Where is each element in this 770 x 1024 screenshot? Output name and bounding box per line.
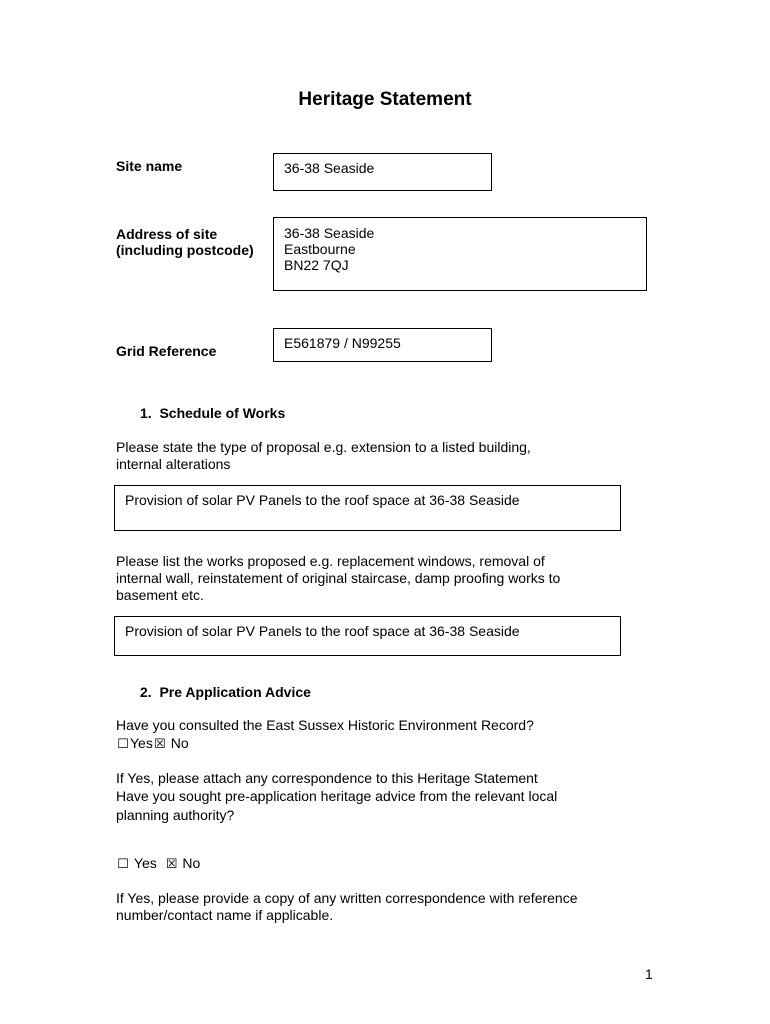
prompt-2-line-2: internal wall, reinstatement of original staircase, damp proofing works to [116, 570, 561, 586]
pre-app-yes-label: Yes [133, 855, 157, 871]
address-line-2: Eastbourne [284, 241, 356, 257]
section-1-prompt-1 [116, 439, 531, 473]
address-label-line2: (including postcode) [116, 242, 254, 258]
her-note: If Yes, please attach any correspondence to this Heritage Statement [116, 770, 538, 786]
section-2-title: Pre Application Advice [159, 684, 311, 700]
section-1-heading [140, 405, 285, 421]
prompt-1-line-1: Please state the type of proposal e.g. extension to a listed building, [116, 439, 531, 455]
pre-app-yes-checkbox-icon[interactable]: ☐ [117, 857, 129, 872]
grid-reference-value: E561879 / N99255 [284, 335, 401, 351]
pre-app-no-checkbox-icon[interactable]: ☒ [165, 857, 178, 872]
pre-app-question-line-1: Have you sought pre-application heritage advice from the relevant local [116, 788, 558, 804]
prompt-1-line-2: internal alterations [116, 456, 231, 472]
address-line-3: BN22 7QJ [284, 257, 349, 273]
pre-app-note-line-2: number/contact name if applicable. [116, 907, 334, 923]
address-field[interactable] [273, 217, 647, 291]
her-no-checkbox-icon[interactable]: ☒ [154, 737, 166, 752]
prompt-2-line-1: Please list the works proposed e.g. replacement windows, removal of [116, 553, 545, 569]
her-yes-label: Yes [130, 735, 153, 751]
grid-reference-field[interactable] [273, 328, 492, 362]
address-line-1: 36-38 Seaside [284, 225, 375, 241]
address-label-line1: Address of site [116, 226, 218, 242]
pre-app-note [116, 890, 578, 924]
section-1-prompt-2 [116, 553, 560, 604]
site-name-label: Site name [116, 158, 183, 174]
proposal-type-value: Provision of solar PV Panels to the roof space at 36-38 Seaside [125, 492, 520, 508]
her-yes-checkbox-icon[interactable]: ☐ [117, 737, 129, 752]
pre-app-question [116, 787, 557, 825]
site-name-value: 36-38 Seaside [284, 160, 375, 176]
proposal-type-field[interactable] [114, 485, 621, 531]
prompt-2-line-3: basement etc. [116, 587, 204, 603]
pre-app-no-label: No [182, 855, 201, 871]
pre-app-question-line-2: planning authority? [116, 807, 235, 823]
site-name-field[interactable] [273, 153, 492, 191]
page-number: 1 [645, 966, 653, 982]
pre-app-note-line-1: If Yes, please provide a copy of any written correspondence with reference [116, 890, 578, 906]
her-question: Have you consulted the East Sussex Historic Environment Record? [116, 717, 534, 733]
address-label [116, 226, 254, 258]
her-options [116, 735, 189, 753]
section-2-heading [140, 684, 311, 700]
section-2-number: 2. [140, 684, 152, 700]
works-proposed-field[interactable] [114, 616, 621, 656]
section-1-title: Schedule of Works [159, 405, 286, 421]
works-proposed-value: Provision of solar PV Panels to the roof space at 36-38 Seaside [125, 623, 520, 639]
pre-app-options [116, 855, 200, 873]
grid-reference-label: Grid Reference [116, 343, 217, 359]
section-1-number: 1. [140, 405, 152, 421]
her-no-label: No [170, 735, 189, 751]
page-title: Heritage Statement [298, 89, 472, 110]
